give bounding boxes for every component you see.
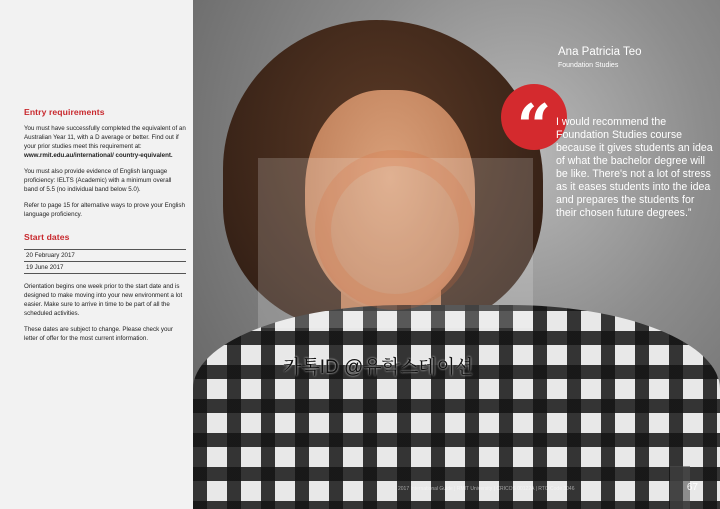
page-footer: 2017 International Guide | RMIT University | CRICOS 00122A | RTO Code 3046	[398, 486, 575, 492]
page-number: 67	[686, 482, 698, 493]
testimonial-quote: I would recommend the Foundation Studies course because it gives students an idea of what the bachelor degree will be like. There's not a lot of stress as it eases students into the idea and prepares the students for their chosen future degrees.”	[556, 116, 713, 219]
orientation-text: Orientation begins one week prior to the start date and is designed to make moving into your new environment a lot easier. Make sure to arrive in time to be part of all the scheduled activities.	[24, 283, 183, 317]
entry-requirements-text-2: You must also provide evidence of English language proficiency: IELTS (Academic) with a minimum overall band of 5.5 (no individual band below 5.0).	[24, 168, 172, 193]
student-photo	[193, 0, 720, 509]
photo-plaid-shirt	[193, 305, 720, 509]
student-name: Ana Patricia Teo	[558, 46, 642, 58]
start-date-item: 19 June 2017	[24, 262, 186, 274]
start-date-item: 20 February 2017	[24, 250, 186, 262]
dates-change-note: These dates are subject to change. Please check your letter of offer for the most current information.	[24, 326, 173, 342]
kakao-watermark-text: 카톡ID @유학스테이션	[283, 357, 474, 378]
entry-requirements-heading: Entry requirements	[24, 107, 105, 117]
quote-mark-icon: “	[501, 84, 567, 150]
left-info-panel	[0, 0, 193, 509]
start-dates-list	[24, 249, 186, 274]
entry-p1: You must have successfully completed the equivalent of an Australian Year 11, with a D average or better. Find out if your prior studies meet this requirement at:	[24, 125, 186, 150]
entry-requirements-text-3: Refer to page 15 for alternative ways to prove your English language proficiency.	[24, 202, 185, 218]
watermark-logo-icon	[315, 150, 475, 310]
start-dates-heading: Start dates	[24, 232, 70, 242]
student-program: Foundation Studies	[558, 62, 619, 69]
country-equivalent-link[interactable]: www.rmit.edu.au/international/ country-equivalent.	[24, 152, 173, 159]
info-column	[24, 108, 186, 350]
entry-requirements-text-1	[24, 124, 186, 160]
